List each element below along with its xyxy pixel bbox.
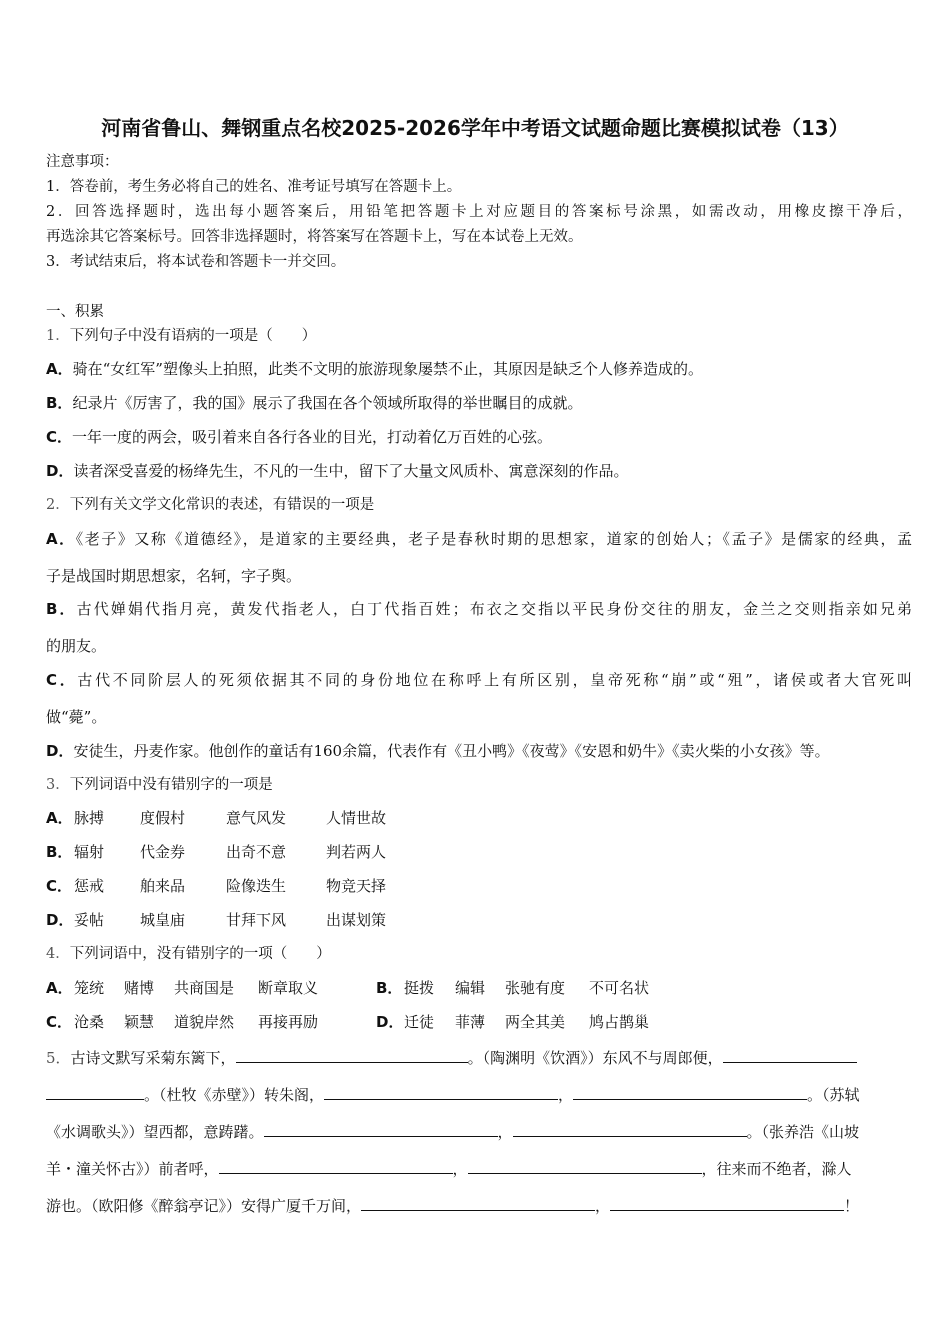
q2-option-c xyxy=(46,670,912,690)
option-label: A． xyxy=(46,530,76,548)
option-text: 读者深受喜爱的杨绛先生，不凡的一生中，留下了大量文风质朴、寓意深刻的作品。 xyxy=(73,462,629,480)
question-3-stem xyxy=(46,775,912,795)
option-word: 代金券 xyxy=(140,843,186,861)
option-word: 意气风发 xyxy=(226,809,287,827)
question-text: 羊・潼关怀古》）前者呼， xyxy=(46,1160,219,1178)
question-text: ， xyxy=(452,1160,468,1178)
option-word: 菲薄 xyxy=(455,1013,486,1031)
option-label: A． xyxy=(46,360,73,378)
option-label: D． xyxy=(46,462,74,480)
option-text: 纪录片《厉害了，我的国》展示了我国在各个领域所取得的举世瞩目的成就。 xyxy=(72,394,583,412)
option-text: 骑在“女红军”塑像头上拍照，此类不文明的旅游现象屡禁不止，其原因是缺乏个人修养造成的。 xyxy=(72,360,703,378)
q1-option-c xyxy=(46,427,912,447)
question-stem: 下列词语中没有错别字的一项是 xyxy=(69,777,273,793)
q2-option-b-cont: 的朋友。 xyxy=(46,637,107,655)
option-label: B． xyxy=(46,394,73,412)
question-text: 。（杜牧《赤壁》）转朱阁， xyxy=(144,1086,325,1104)
option-word: 道貌岸然 xyxy=(174,1013,235,1031)
answer-blank[interactable] xyxy=(723,1047,857,1063)
question-2-stem xyxy=(46,495,912,515)
question-text: 古诗文默写采菊东篱下， xyxy=(70,1049,236,1067)
option-text: 《老子》又称《道德经》，是道家的主要经典，老子是春秋时期的思想家，道家的创始人；《孟子》是儒家的经典，孟 xyxy=(75,530,912,548)
option-label: B． xyxy=(46,600,77,618)
option-text: 古代婵娟代指月亮，黄发代指老人，白丁代指百姓；布衣之交指以平民身份交往的朋友，金兰之交则指亲如兄弟 xyxy=(76,600,912,618)
option-word: 出奇不意 xyxy=(226,843,287,861)
option-word: 妥帖 xyxy=(74,911,105,929)
q5-line-3 xyxy=(46,1121,912,1142)
option-word: 险像迭生 xyxy=(226,877,287,895)
notice-item: 3．考试结束后，将本试卷和答题卡一并交回。 xyxy=(46,254,346,270)
option-text: 古代不同阶层人的死须依据其不同的身份地位在称呼上有所区别，皇帝死称“崩”或“殂”，诸侯或者大官死叫 xyxy=(77,671,912,689)
question-text: ， xyxy=(497,1123,513,1141)
q2-option-a-cont: 子是战国时期思想家，名轲，字子舆。 xyxy=(46,567,302,585)
option-label: B． xyxy=(46,843,73,861)
question-number: 1． xyxy=(46,328,70,344)
q1-option-a xyxy=(46,359,912,379)
question-text: 。（陶渊明《饮酒》）东风不与周郎便， xyxy=(467,1049,723,1067)
option-label: B． xyxy=(376,979,403,997)
option-label: A． xyxy=(46,809,73,827)
question-text: 《水调歌头》）望西都，意踌躇。 xyxy=(46,1123,264,1141)
option-word: 共商国是 xyxy=(174,979,235,997)
question-text: ， xyxy=(558,1086,574,1104)
q2-option-c-cont: 做“薨”。 xyxy=(46,708,107,726)
option-label: D． xyxy=(46,742,74,760)
question-stem: 下列词语中，没有错别字的一项（ ） xyxy=(69,946,331,962)
option-word: 再接再励 xyxy=(258,1013,319,1031)
q1-option-d xyxy=(46,461,912,481)
q2-option-a xyxy=(46,529,912,549)
question-text: 。（苏轼 xyxy=(807,1086,860,1104)
option-word: 物竞天择 xyxy=(326,877,387,895)
answer-blank[interactable] xyxy=(361,1195,595,1211)
q5-line-1 xyxy=(46,1047,912,1068)
q1-option-b xyxy=(46,393,912,413)
q2-option-b xyxy=(46,599,912,619)
option-label: C． xyxy=(46,428,73,446)
q2-option-d xyxy=(46,741,912,761)
notice-item: 再选涂其它答案标号。回答非选择题时，将答案写在答题卡上，写在本试卷上无效。 xyxy=(46,229,583,245)
answer-blank[interactable] xyxy=(573,1084,807,1100)
option-text: 一年一度的两会，吸引着来自各行各业的目光，打动着亿万百姓的心弦。 xyxy=(72,428,553,446)
answer-blank[interactable] xyxy=(513,1121,747,1137)
answer-blank[interactable] xyxy=(324,1084,558,1100)
option-word: 两全其美 xyxy=(505,1013,566,1031)
q5-line-4 xyxy=(46,1158,912,1179)
option-word: 鸠占鹊巢 xyxy=(589,1013,650,1031)
question-stem: 下列句子中没有语病的一项是（ ） xyxy=(69,328,317,344)
option-word: 张驰有度 xyxy=(505,979,566,997)
option-label: D． xyxy=(376,1013,404,1031)
option-word: 舶来品 xyxy=(140,877,186,895)
answer-blank[interactable] xyxy=(236,1047,468,1063)
question-number: 5． xyxy=(46,1049,71,1067)
notice-heading: 注意事项： xyxy=(46,154,119,170)
answer-blank[interactable] xyxy=(219,1158,453,1174)
option-word: 判若两人 xyxy=(326,843,387,861)
question-number: 3． xyxy=(46,777,70,793)
option-label: D． xyxy=(46,911,74,929)
option-label: C． xyxy=(46,877,73,895)
question-1-stem xyxy=(46,326,912,346)
option-word: 度假村 xyxy=(140,809,186,827)
option-word: 赌博 xyxy=(124,979,155,997)
option-label: C． xyxy=(46,671,78,689)
answer-blank[interactable] xyxy=(264,1121,498,1137)
option-word: 断章取义 xyxy=(258,979,319,997)
option-word: 甘拜下风 xyxy=(226,911,287,929)
option-word: 迁徒 xyxy=(404,1013,435,1031)
question-stem: 下列有关文学文化常识的表述，有错误的一项是 xyxy=(69,497,375,513)
answer-blank[interactable] xyxy=(468,1158,702,1174)
option-word: 挺拨 xyxy=(404,979,435,997)
page-title: 河南省鲁山、舞钢重点名校2025-2026学年中考语文试题命题比赛模拟试卷（13） xyxy=(101,116,849,140)
option-word: 颖慧 xyxy=(124,1013,155,1031)
option-word: 笼统 xyxy=(74,979,105,997)
q5-line-2 xyxy=(46,1084,912,1105)
option-label: A． xyxy=(46,979,73,997)
notice-item: 1．答卷前，考生务必将自己的姓名、准考证号填写在答题卡上。 xyxy=(46,179,462,195)
option-word: 编辑 xyxy=(455,979,486,997)
option-word: 不可名状 xyxy=(589,979,650,997)
q5-line-5 xyxy=(46,1195,912,1216)
question-text: ， xyxy=(595,1197,611,1215)
answer-blank[interactable] xyxy=(46,1084,144,1100)
notice-item: 2．回答选择题时，选出每小题答案后，用铅笔把答题卡上对应题目的答案标号涂黑，如需改动，用橡皮擦干净后， xyxy=(46,204,912,220)
answer-blank[interactable] xyxy=(610,1195,844,1211)
option-text: 安徒生，丹麦作家。他创作的童话有160余篇，代表作有《丑小鸭》《夜莺》《安恩和奶牛》《卖火柴的小女孩》等。 xyxy=(73,742,830,760)
option-word: 沧桑 xyxy=(74,1013,105,1031)
question-text: ！ xyxy=(844,1197,860,1215)
question-text: 。（张养浩《山坡 xyxy=(746,1123,860,1141)
question-4-stem xyxy=(46,944,912,964)
option-word: 出谋划策 xyxy=(326,911,387,929)
option-word: 辐射 xyxy=(74,843,105,861)
option-word: 脉搏 xyxy=(74,809,105,827)
question-number: 2． xyxy=(46,497,70,513)
option-word: 惩戒 xyxy=(74,877,105,895)
option-label: C． xyxy=(46,1013,73,1031)
section-heading: 一、积累 xyxy=(46,304,104,320)
question-text: ，往来而不绝者，滁人 xyxy=(701,1160,852,1178)
option-word: 人情世故 xyxy=(326,809,387,827)
question-text: 游也。（欧阳修《醉翁亭记》）安得广厦千万间， xyxy=(46,1197,362,1215)
option-word: 城皇庙 xyxy=(140,911,186,929)
question-number: 4． xyxy=(46,946,70,962)
